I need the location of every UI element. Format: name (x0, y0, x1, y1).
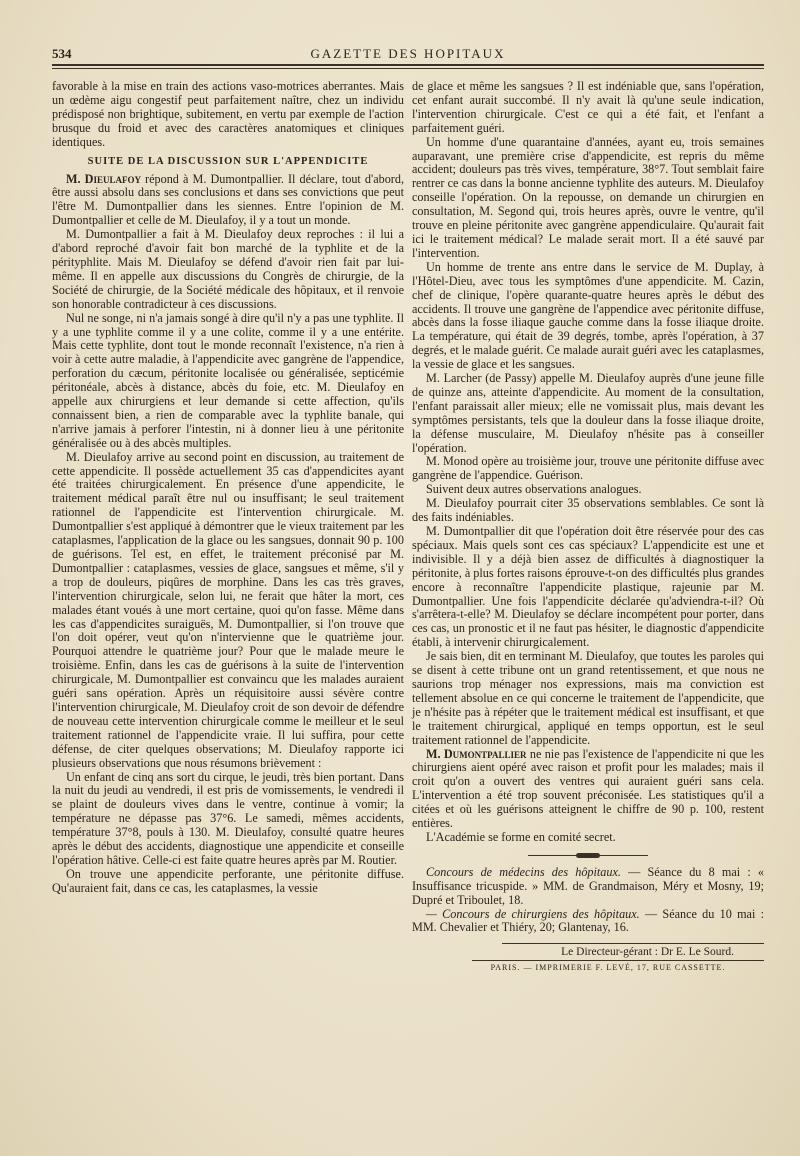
section-title: SUITE DE LA DISCUSSION SUR L'APPENDICITE (87, 155, 369, 167)
paragraph: favorable à la mise en train des actions vaso-motrices aberrantes. Mais un œdème aigu congestif peut parfaitement naître, chez un individu prédisposé non brightique, subitement, en vertu par exemple de l'action brusque du froid et avec des caractères anatomiques et cliniques identiques. (52, 79, 404, 149)
divider (472, 960, 764, 961)
notice-text: — Séance du 8 mai : « Insuffisance tricuspide. » MM. de Grandmaison, Méry et Mosny, 19; Dupré et Triboulet, 18. (412, 864, 764, 907)
left-column (52, 80, 404, 972)
speaker-name: M. Dumontpallier (426, 746, 527, 761)
paragraph: de glace et même les sangsues ? Il est indéniable que, sans l'opération, cet enfant aurait succombé. Il n'y avait là qu'une seule indication, l'intervention chirurgicale. C'est ce qui a été fait, et l'enfant a parfaitement guéri. (412, 79, 764, 135)
right-column (412, 80, 764, 972)
speaker-name: M. Dieulafoy (66, 171, 141, 186)
ornamental-rule (528, 855, 648, 860)
paragraph: Je sais bien, dit en terminant M. Dieulafoy, que toutes les paroles qui se disent à cette tribune ont un grand retentissement, et que nous ne saurions trop ménager nos expressions, mais ma conviction est tellement absolue en ce qui concerne le traitement de l'appendicite, que je n'hésite pas à répéter que le traitement médical est insuffisant, et que le traitement chirurgical, appliqué en temps opportun, est le seul traitement rationnel de l'appendicite. (412, 649, 764, 747)
divider (502, 943, 764, 944)
paragraph: M. Dumontpallier a fait à M. Dieulafoy deux reproches : il lui a d'abord reproché d'avoir fait bon marché de la typhlite et de la pérityphlite. Mais M. Dieulafoy se défend d'avoir rien fait par lui-même. Il en appelle aux discussions du Congrès de chirurgie, de la Société de chirurgie, de la Société médicale des hôpitaux, et il renvoie son honorable contradicteur à ces discussions. (52, 227, 404, 311)
text-columns (52, 80, 764, 972)
page-number: 534 (52, 46, 72, 61)
paragraph: Suivent deux autres observations analogues. (426, 482, 642, 497)
paragraph: L'Académie se forme en comité secret. (426, 829, 616, 844)
paragraph (412, 748, 764, 831)
paragraph: M. Monod opère au troisième jour, trouve une péritonite diffuse avec gangrène de l'appendice. Guérison. (412, 454, 764, 483)
paragraph: On trouve une appendicite perforante, une péritonite diffuse. Qu'auraient fait, dans ce cas, les cataplasmes, la vessie (52, 866, 404, 895)
paragraph: Un homme de trente ans entre dans le service de M. Duplay, à l'Hôtel-Dieu, avec tous les symptômes d'une appendicite. M. Cazin, chef de clinique, l'opère quarante-quatre heures après le début des accidents. Il trouve une gangrène de l'appendice avec péritonite diffuse, abcès dans la fosse iliaque gauche comme dans la fosse iliaque droite. La température, qui était de 39 degrés, tombe, après l'opération, à 37 degrés, et le malade guérit. Ce malade aurait guéri avec les cataplasmes, la vessie de glace et les sangsues. (412, 259, 764, 372)
paragraph: Un homme d'une quarantaine d'années, ayant eu, trois semaines auparavant, une première crise d'appendicite, est repris du même accident; douleurs pas très vives, température, 38°7. Tout semblait faire rentrer ce cas dans la bonne ancienne typhlite des auteurs. M. Dieulafoy conseille l'opération. On la repousse, on demande un chirurgien en consultation, M. Segond qui, trois heures après, ouvre le ventre, qu'il trouve en pleine péritonite avec gangrène appendiculaire. Qu'aurait fait ici le traitement médical? Le malade serait mort. Il a été sauvé par l'intervention. (412, 134, 764, 260)
paragraph-text: répond à M. Dumontpallier. Il déclare, tout d'abord, être aussi absolu dans ses conclusions et dans ses convictions que peut l'être M. Dumontpallier dans les siennes. Entre l'opinion de M. Dumontpallier et celle de M. Dieulafoy, il y a tout un monde. (52, 171, 404, 228)
paragraph (52, 173, 404, 229)
journal-title: GAZETTE DES HOPITAUX (310, 46, 506, 61)
paragraph: M. Dumontpallier dit que l'opération doit être réservée pour des cas spéciaux. Mais quels sont ces cas spéciaux? L'appendicite est une et indivisible. Il y a déjà bien assez de difficultés à diagnostiquer la péritonite, à plus fortes raisons éprouve-t-on des difficultés plus grandes encore à reconnaître l'appendicite plastique, rajeunie par M. Dumontpallier. Une fois l'appendicite déclarée qu'adviendra-t-il? Où s'arrêtera-t-elle? M. Dieulafoy se déclare incompétent pour porter, dans ces cas, un pronostic et il ne faut pas hésiter, le diagnostic d'appendicite établi, à intervenir chirurgicalement. (412, 524, 764, 650)
paragraph: M. Larcher (de Passy) appelle M. Dieulafoy auprès d'une jeune fille de quinze ans, atteinte d'appendicite. Au moment de la consultation, l'enfant paraissait aller mieux; elle ne vomissait plus, mais devant les symptômes persistants, tels que la douleur dans la fosse iliaque droite, la défense musculaire, M. Dieulafoy n'hésite pas à conseiller l'opération. (412, 371, 764, 455)
notice-title: Concours de médecins des hôpitaux. (426, 864, 621, 879)
paragraph: M. Dieulafoy arrive au second point en discussion, au traitement de cette appendicite. Il possède actuellement 35 cas d'appendicites ayant été traitées chirurgicalement. En présence d'une appendicite, le traitement médical paraît être nul ou insuffisant; le seul traitement rationnel de l'appendicite est l'intervention chirurgicale. M. Dumontpallier s'est appliqué à démontrer que le vieux traitement par les cataplasmes, l'application de la glace ou les sangsues, donnait 90 p. 100 de guérisons. Tel est, en effet, le traitement préconisé par M. Dumontpallier : cataplasmes, vessies de glace, sangsues et même, s'il y a trop de douleurs, piqûres de morphine. Dans les cas très graves, l'intervention chirurgicale, selon lui, ne ferait que hâter la mort, ces malades étant voués à une mort certaine, quoi qu'on fasse. Même dans les cas d'appendicites suraiguës, M. Dumontpallier, si l'on trouve que l'on doit opérer, veut qu'on n'intervienne que le quatrième jour. Pourquoi attendre le quatrième jour? Pour que le malade meure le troisième. Enfin, dans les cas de guérisons à la suite de l'intervention chirurgicale, M. Dumontpallier est convaincu que les malades auraient guéri sans opération. Après un réquisitoire aussi sévère contre l'intervention chirurgicale, M. Dieulafoy croit de son devoir de défendre de nouveau cette intervention chirurgicale comme le meilleur et le seul traitement rationnel de l'appendicite vraie. Il lui suffira, pour cette défense, de citer quelques observations; M. Dieulafoy rapporte ici plusieurs observations que nous résumons brièvement : (52, 449, 404, 770)
page-header (52, 46, 764, 66)
printer-imprint: PARIS. — IMPRIMERIE F. LEVÉ, 17, RUE CASSETTE. (490, 963, 726, 973)
notice (412, 866, 764, 908)
notice (412, 908, 764, 936)
paragraph: Un enfant de cinq ans sort du cirque, le jeudi, très bien portant. Dans la nuit du jeudi au vendredi, il est pris de vomissements, le vendredi il se plaint de douleurs vives dans le ventre, continue à vomir; la température ne dépasse pas 37°6. Le samedi, mêmes accidents, température 37°8, pouls à 130. M. Dieulafoy, consulté quatre heures après le début des accidents, diagnostique une appendicite et conseille l'opération hâtive. Celle-ci est faite quatre heures après par M. Routier. (52, 769, 404, 867)
notice-text: — Séance du 10 mai : MM. Chevalier et Thiéry, 20; Glantenay, 16. (412, 906, 764, 935)
notice-title: — Concours de chirurgiens des hôpitaux. (426, 906, 640, 921)
paragraph: M. Dieulafoy pourrait citer 35 observations semblables. Ce sont là des faits indéniables. (412, 496, 764, 525)
paragraph-text: ne nie pas l'existence de l'appendicite ni que les chirurgiens aient opéré avec raison et profit pour les malades; mais il croit qu'on a ouvert des ventres qui auraient guéri sans cela. L'intervention a été trop souvent préconisée. Les statistiques qu'il a citées et où les guérisons atteignent le chiffre de 90 p. 100, restent entières. (412, 746, 764, 831)
paragraph: Nul ne songe, ni n'a jamais songé à dire qu'il n'y a pas une typhlite. Il y a une typhlite comme il y a une colite, comme il y a une entérite. Mais cette typhlite, dont tout le monde reconnaît l'existence, n'a rien à voir à cette autre maladie, à l'appendicite avec gangrène de l'appendice, perforation du cæcum, péritonite localisée ou généralisée, septicémie péritonéale, abcès à distance, abcès du foie, etc. M. Dieulafoy en appelle aux chirurgiens et leur demande si cette affection, qu'ils connaissent bien, a rien de comparable avec la typhlite banale, qui n'arrive jamais à perforer l'intestin, ni à donner lieu à une péritonite généralisée ou à des abcès multiples. (52, 310, 404, 450)
director-signature: Le Directeur-gérant : Dr E. Le Sourd. (561, 946, 734, 959)
